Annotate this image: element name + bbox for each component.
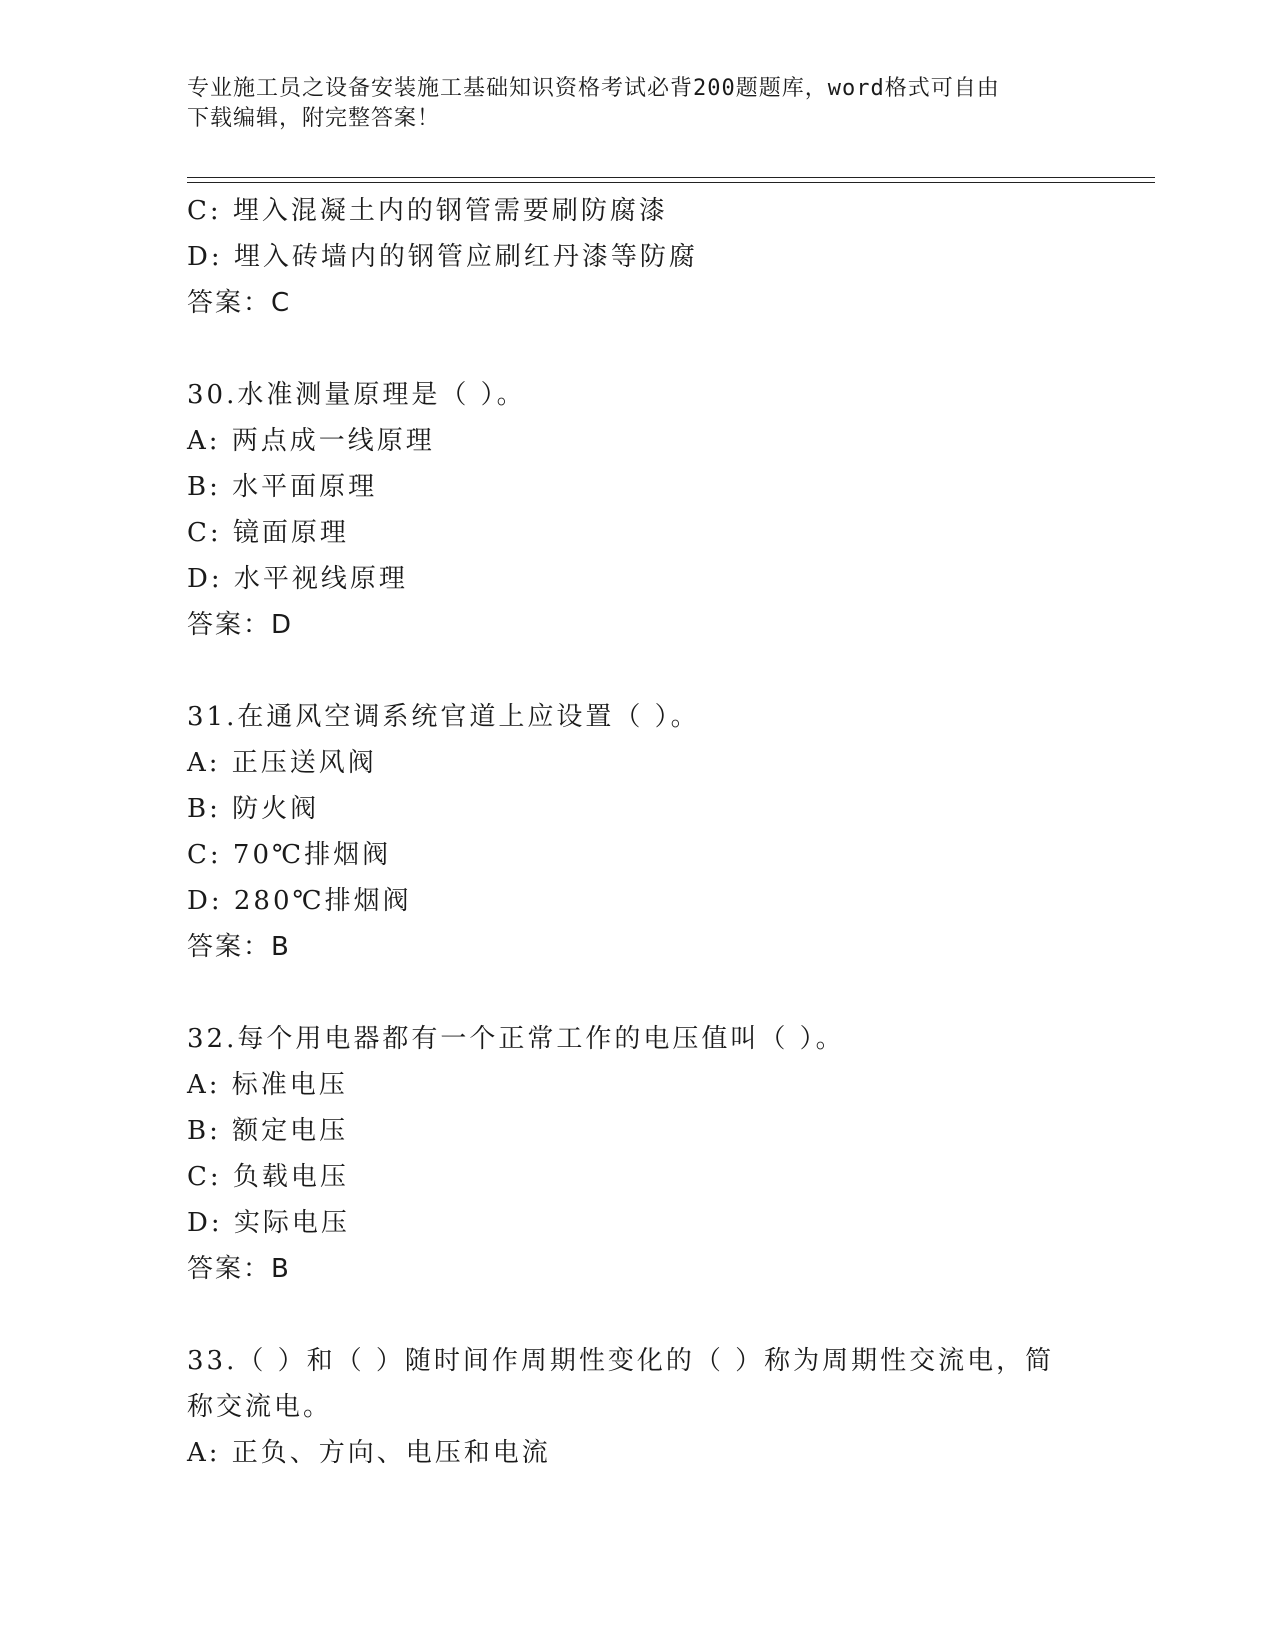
header-divider-bottom [187,182,1155,183]
question-stem: 31.在通风空调系统官道上应设置（ ）。 [187,702,700,732]
answer-line: 答案：B [187,1254,291,1284]
spacer [187,1292,1087,1338]
option-a: A: 正负、方向、电压和电流 [187,1438,551,1468]
question-block-31 [187,694,1087,970]
question-block-30 [187,372,1087,648]
header-divider-top [187,177,1155,178]
spacer [187,326,1087,372]
question-stem-line-1: 33.（ ）和（ ）随时间作周期性变化的（ ）称为周期性交流电，简 [187,1346,1055,1376]
question-stem-line-2: 称交流电。 [187,1392,333,1422]
header-line-1: 专业施工员之设备安装施工基础知识资格考试必背200题题库，word格式可自由 [187,76,1000,101]
answer-line: 答案：B [187,932,291,962]
header-line-2: 下载编辑，附完整答案！ [187,106,441,131]
option-b: B: 额定电压 [187,1116,349,1146]
option-d: D: 埋入砖墙内的钢管应刷红丹漆等防腐 [187,242,698,272]
option-a: A: 标准电压 [187,1070,348,1100]
question-block-32 [187,1016,1087,1292]
option-b: B: 水平面原理 [187,472,378,502]
question-stem: 32.每个用电器都有一个正常工作的电压值叫（ ）。 [187,1024,845,1054]
document-header [187,74,1087,134]
spacer [187,970,1087,1016]
question-block-33 [187,1338,1087,1476]
option-d: D: 280℃排烟阀 [187,886,412,916]
answer-line: 答案：C [187,288,292,318]
option-a: A: 正压送风阀 [187,748,377,778]
spacer [187,648,1087,694]
option-c: C: 埋入混凝土内的钢管需要刷防腐漆 [187,196,668,226]
document-body [187,188,1087,1476]
option-c: C: 负载电压 [187,1162,349,1192]
option-b: B: 防火阀 [187,794,320,824]
option-a: A: 两点成一线原理 [187,426,435,456]
option-d: D: 水平视线原理 [187,564,408,594]
answer-line: 答案：D [187,610,294,640]
option-c: C: 镜面原理 [187,518,349,548]
option-d: D: 实际电压 [187,1208,350,1238]
question-stem: 30.水准测量原理是（ ）。 [187,380,526,410]
option-c: C: 70℃排烟阀 [187,840,392,870]
